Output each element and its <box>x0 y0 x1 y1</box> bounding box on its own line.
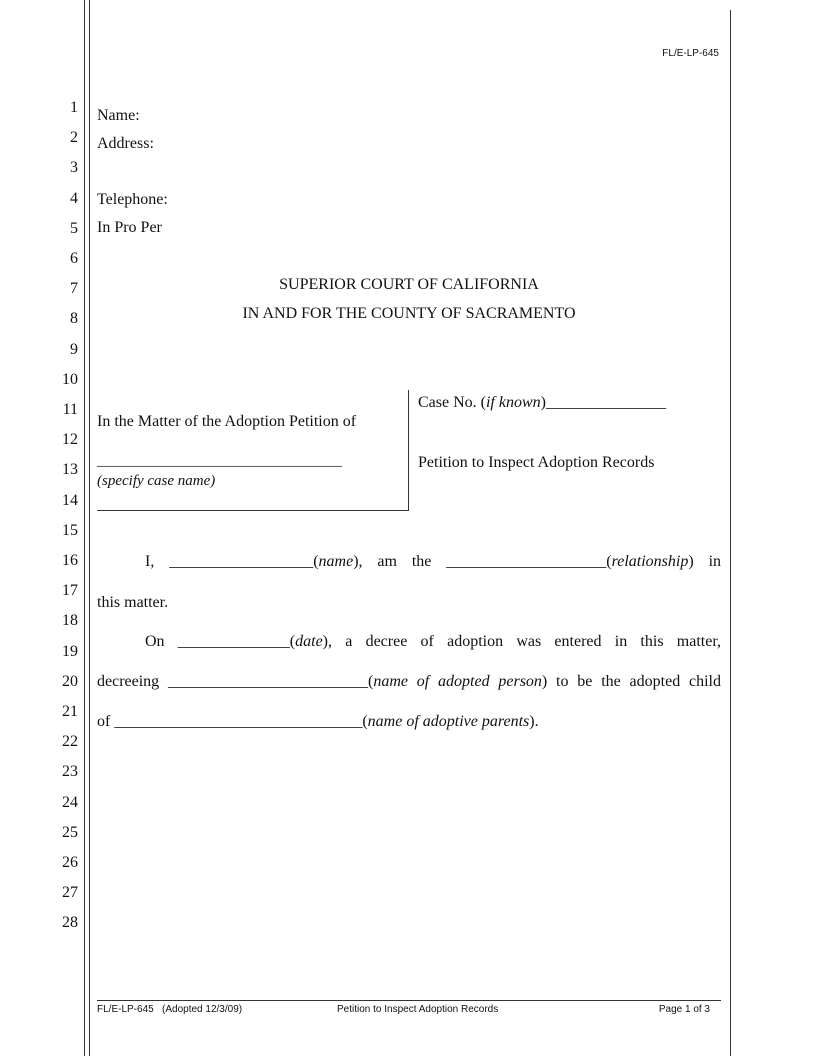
line-number: 16 <box>62 552 78 569</box>
line-number: 26 <box>62 854 78 871</box>
line-number: 18 <box>62 612 78 630</box>
in-pro-per: In Pro Per <box>97 219 162 236</box>
p1-relationship-blank: ____________________ <box>446 553 607 570</box>
p4-end: ). <box>529 713 539 730</box>
name-label: Name: <box>97 107 140 124</box>
line-number: 10 <box>62 370 78 388</box>
left-margin-rule-outer <box>84 0 85 1056</box>
paragraph-2-line-3: of _______________________________(name of adoptive parents). <box>97 713 539 730</box>
document-title: Petition to Inspect Adoption Records <box>418 454 655 471</box>
line-number: 5 <box>70 219 78 237</box>
p2-start: On <box>145 633 178 650</box>
p4-adoptive-parents-blank: _______________________________ <box>114 713 363 730</box>
line-number: 28 <box>62 914 78 932</box>
address-label: Address: <box>97 135 154 152</box>
footer-page-number: Page 1 of 3 <box>658 1004 710 1015</box>
paragraph-2-line-2: decreeing _________________________(name of adopted person) to be the adopted child <box>97 673 721 690</box>
p3-adopted-person-hint: name of adopted person <box>373 673 542 690</box>
line-number: 7 <box>70 280 78 298</box>
p1-name-blank: __________________ <box>169 553 314 570</box>
line-number: 3 <box>70 159 78 177</box>
paragraph-1-line-2: this matter. <box>97 594 169 611</box>
case-name-blank: ___________________________________ <box>97 454 342 469</box>
line-number: 6 <box>70 250 78 267</box>
line-number: 2 <box>70 129 78 147</box>
p3-adopted-person-blank: _________________________ <box>167 673 368 690</box>
court-name: SUPERIOR COURT OF CALIFORNIA <box>279 276 539 293</box>
caption-bottom-border <box>97 510 409 511</box>
p3-end: ) to be the adopted child <box>541 673 721 690</box>
line-number: 4 <box>70 189 78 207</box>
case-no-blank: _______________ <box>545 394 666 411</box>
line-number: 24 <box>62 793 78 811</box>
line-number: 22 <box>62 733 78 751</box>
case-no-close: ) <box>540 394 546 411</box>
line-number: 21 <box>62 703 78 720</box>
p1-relationship-hint: relationship <box>611 553 689 570</box>
telephone-label: Telephone: <box>97 191 168 208</box>
p2-date-hint: date <box>295 633 323 650</box>
line-number: 1 <box>70 99 78 116</box>
p1-end: ) in <box>688 553 722 570</box>
case-name-hint: (specify case name) <box>97 473 216 489</box>
p1-start: I, <box>145 553 170 570</box>
p4-start: of <box>97 713 115 730</box>
form-code: FL/E-LP-645 <box>662 48 719 59</box>
left-margin-rule-inner <box>89 0 90 1056</box>
line-number: 11 <box>62 401 78 418</box>
line-number: 17 <box>62 582 78 600</box>
case-no-label: Case No. ( <box>418 394 486 411</box>
p2-date-blank: ______________ <box>177 633 290 650</box>
footer-rule <box>97 1000 721 1001</box>
p4-adoptive-parents-hint: name of adoptive parents <box>367 713 530 730</box>
caption-right-border <box>408 390 409 510</box>
case-number-field <box>418 393 666 413</box>
line-number: 12 <box>62 431 78 449</box>
line-number: 19 <box>62 642 78 660</box>
paragraph-2-line-1: On ______________(date), a decree of adoption was entered in this matter, <box>97 632 721 652</box>
p1-name-hint: name <box>318 553 354 570</box>
p1-mid: ), am the <box>353 553 447 570</box>
case-no-hint: if known <box>485 394 541 411</box>
paragraph-1-line-1: I, __________________(name), am the ____________________(relationship) in <box>97 552 721 572</box>
p3-start: decreeing <box>97 673 168 690</box>
p2-end: ), a decree of adoption was entered in this matter, <box>322 633 722 650</box>
line-number: 23 <box>62 763 78 781</box>
line-number: 15 <box>62 521 78 539</box>
line-number: 13 <box>62 461 78 479</box>
line-number: 14 <box>62 491 78 509</box>
line-number: 9 <box>70 340 78 358</box>
line-number: 20 <box>62 672 78 690</box>
county-name: IN AND FOR THE COUNTY OF SACRAMENTO <box>242 305 576 322</box>
line-number: 25 <box>62 823 78 841</box>
matter-title: In the Matter of the Adoption Petition of <box>97 413 357 430</box>
footer-form-info: FL/E-LP-645 (Adopted 12/3/09) <box>97 1004 243 1015</box>
right-margin-rule <box>730 10 731 1056</box>
line-number: 8 <box>70 310 78 328</box>
line-number: 27 <box>62 884 78 902</box>
footer-title: Petition to Inspect Adoption Records <box>337 1004 499 1015</box>
